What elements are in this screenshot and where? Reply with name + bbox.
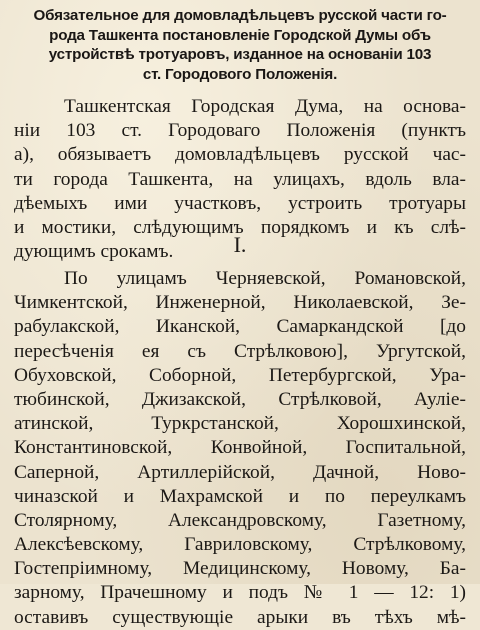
text-line: дующимъ срокамъ. — [14, 241, 174, 263]
text-line: и мостики, слѣдующимъ порядкомъ и къ слѣ- — [14, 216, 466, 238]
text-line: чиназской и Махрамской и по переулкамъ — [14, 485, 466, 507]
document-heading — [14, 6, 466, 84]
text-line: Константиновской, Конвойной, Госпитальной, — [14, 437, 466, 459]
text-line: рабулакской, Иканской, Самаркандской [до — [14, 316, 466, 338]
text-line: атинской, Туркрстанской, Хорошхинской, — [14, 413, 466, 435]
text-line: а), обязываетъ домовладѣльцевъ русской час- — [14, 144, 466, 166]
text-line: тюбинской, Джизакской, Стрѣлковой, Ауліе- — [14, 388, 466, 410]
text-line: Алексѣевскому, Гавриловскому, Стрѣлковому, — [14, 534, 466, 556]
heading-line: рода Ташкента постановленіе Городской Думы объ — [49, 26, 431, 44]
heading-line: ст. Городового Положенія. — [142, 65, 338, 83]
text-line: Столярному, Александровскому, Газетному, — [14, 509, 466, 531]
text-line: Обуховской, Соборной, Петербургской, Ура- — [14, 364, 466, 386]
heading-line: устройствѣ тротуаровъ, изданное на основаніи 103 — [48, 46, 432, 63]
text-line: Ташкентская Городская Дума, на основа- — [64, 96, 466, 117]
text-line: ніи 103 ст. Городоваго Положенія (пунктъ — [14, 120, 466, 142]
heading-line: Обязательное для домовладѣльцевъ русской части го- — [33, 7, 447, 24]
section-number: I. — [233, 232, 247, 257]
text-line: зарному, Прачешному и подъ № 1 — 12: 1) — [14, 582, 466, 604]
text-line: По улицамъ Черняевской, Романовской, — [64, 268, 466, 289]
text-line: дѣемыхъ ими участковъ, устроить тротуары — [14, 192, 466, 214]
section-paragraph — [14, 267, 466, 630]
text-line: пересѣченія ея съ Стрѣлковою], Ургутской, — [14, 340, 466, 362]
text-line: Гостепріимному, Медицинскому, Новому, Ба- — [14, 558, 466, 580]
text-line: Саперной, Артиллерійской, Дачной, Ново- — [14, 461, 466, 483]
text-line: оставивъ существующіе арыки въ тѣхъ мѣ- — [14, 606, 466, 628]
text-line: ти города Ташкента, на улицахъ, вдоль вла- — [14, 168, 466, 190]
text-line: Чимкентской, Инженерной, Николаевской, Зе- — [14, 292, 466, 314]
